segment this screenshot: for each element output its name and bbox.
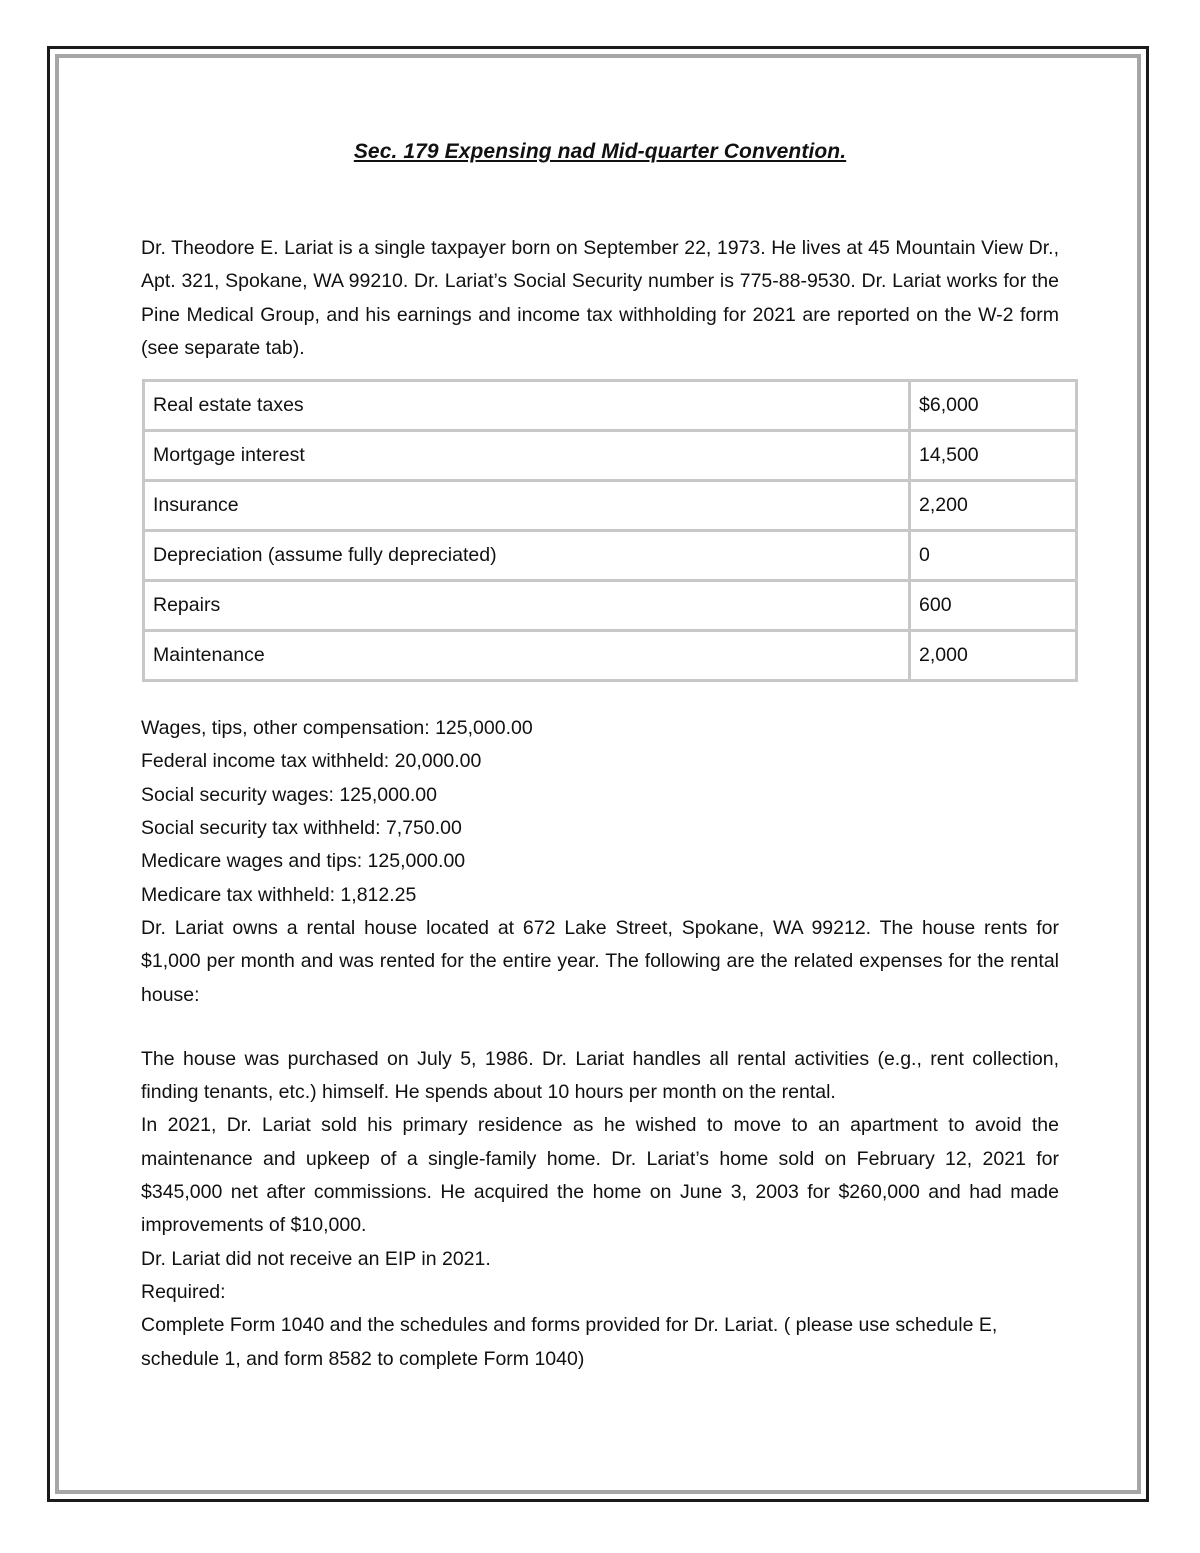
- expense-label: Maintenance: [144, 631, 910, 681]
- expense-label: Depreciation (assume fully depreciated): [144, 531, 910, 581]
- expense-value: 14,500: [910, 431, 1077, 481]
- rental-intro-paragraph: Dr. Lariat owns a rental house located at 672 Lake Street, Spokane, WA 99212. The house rents for $1,000 per month and was rented for the entire year. The following are the related expenses for the rental house:: [141, 916, 1059, 1006]
- expense-label: Repairs: [144, 581, 910, 631]
- expense-value: 2,000: [910, 631, 1077, 681]
- blank-line: [141, 1012, 1059, 1043]
- w2-line: Federal income tax withheld: 20,000.00: [141, 750, 482, 773]
- required-text: Complete Form 1040 and the schedules and forms provided for Dr. Lariat. ( please use schedule E, schedule 1, and form 8582 to complete Form 1040): [141, 1314, 998, 1370]
- expense-value: $6,000: [910, 381, 1077, 431]
- expense-row: [144, 481, 1077, 531]
- eip-note: Dr. Lariat did not receive an EIP in 2021.: [141, 1247, 491, 1270]
- w2-line: Wages, tips, other compensation: 125,000.00: [141, 717, 533, 740]
- residence-sale-paragraph: In 2021, Dr. Lariat sold his primary residence as he wished to move to an apartment to avoid the maintenance and upkeep of a single-family home. Dr. Lariat’s home sold on February 12, 2021 for $345,000 net after commissions. He acquired the home on June 3, 2003 for $260,000 and had made improvements of $10,000.: [141, 1114, 1059, 1237]
- expense-row: [144, 431, 1077, 481]
- w2-line: Medicare tax withheld: 1,812.25: [141, 883, 417, 906]
- w2-line: Social security wages: 125,000.00: [141, 783, 437, 806]
- expense-row: [144, 381, 1077, 431]
- expense-row: [144, 531, 1077, 581]
- expense-label: Insurance: [144, 481, 910, 531]
- expense-label: Real estate taxes: [144, 381, 910, 431]
- expense-value: 0: [910, 531, 1077, 581]
- rental-details-paragraph: The house was purchased on July 5, 1986. Dr. Lariat handles all rental activities (e.g., rent collection, finding tenants, etc.) himself. He spends about 10 hours per month on the rental.: [141, 1047, 1059, 1104]
- w2-line: Medicare wages and tips: 125,000.00: [141, 850, 466, 873]
- required-label: Required:: [141, 1280, 226, 1303]
- intro-paragraph: Dr. Theodore E. Lariat is a single taxpayer born on September 22, 1973. He lives at 45 Mountain View Dr., Apt. 321, Spokane, WA 99210. Dr. Lariat’s Social Security number is 775-88-9530. Dr. Lariat works for the Pine Medical Group, and his earnings and income tax withholding for 2021 are reported on the W-2 form (see separate tab).: [141, 237, 1059, 359]
- rental-expenses-table: [142, 379, 1078, 682]
- document-title: Sec. 179 Expensing nad Mid-quarter Convention.: [353, 140, 847, 163]
- w2-line: Social security tax withheld: 7,750.00: [141, 817, 462, 840]
- w2-details: [141, 712, 1059, 912]
- expense-value: 2,200: [910, 481, 1077, 531]
- expense-row: [144, 581, 1077, 631]
- expense-row: [144, 631, 1077, 681]
- expense-value: 600: [910, 581, 1077, 631]
- expense-label: Mortgage interest: [144, 431, 910, 481]
- document-content: [141, 140, 1059, 1376]
